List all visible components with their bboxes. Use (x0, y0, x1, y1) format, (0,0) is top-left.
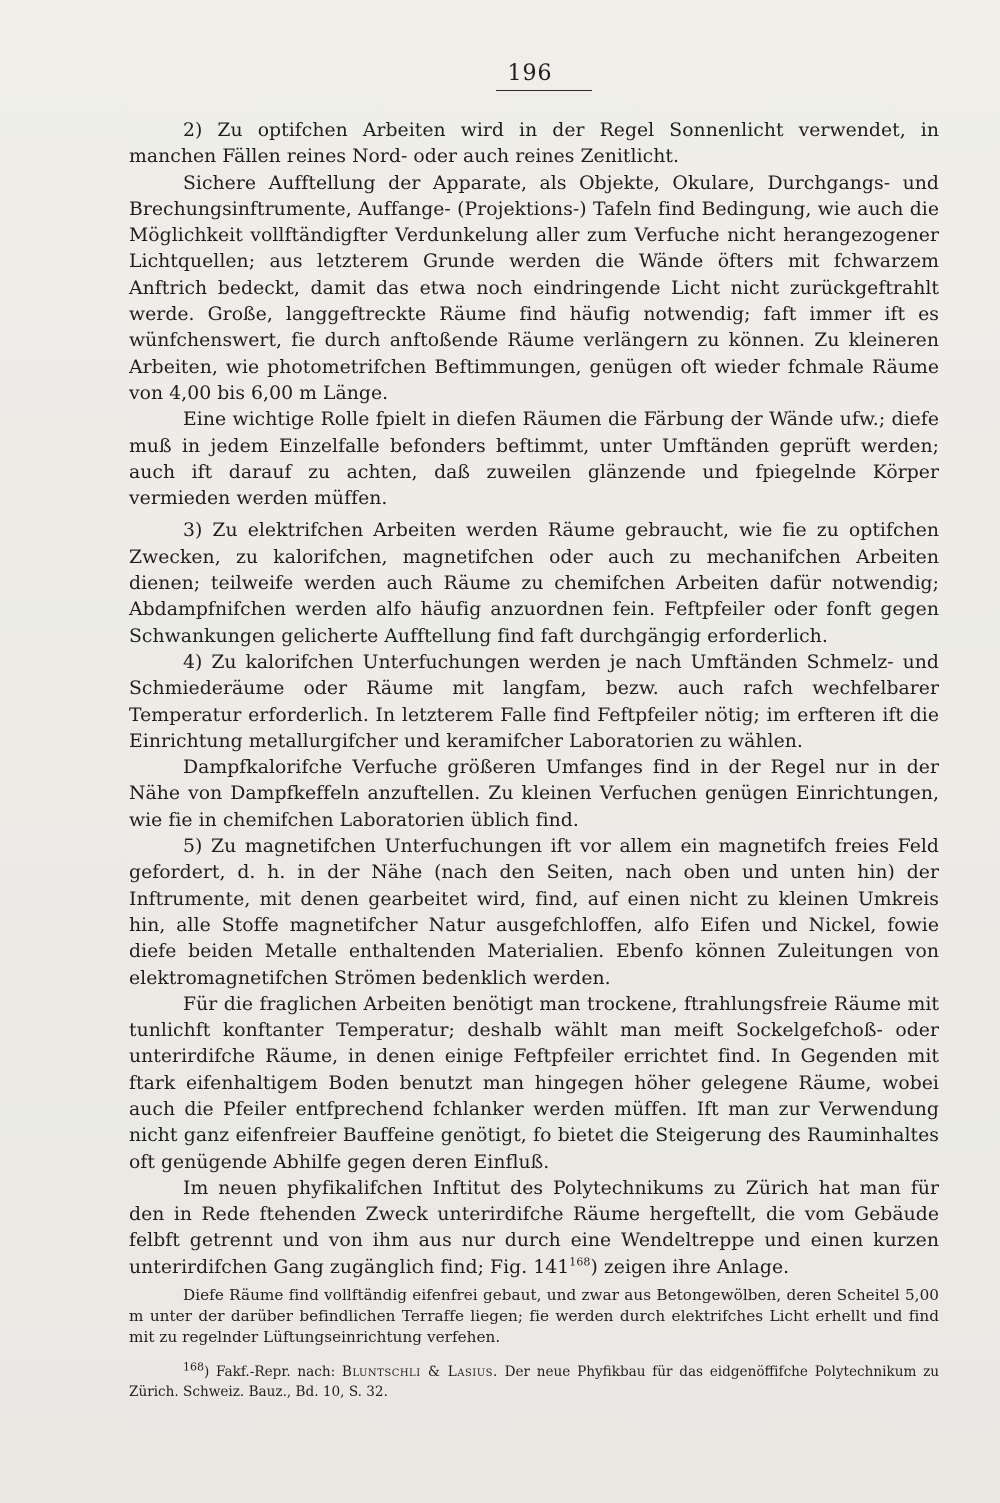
paragraph-dry-rooms: Für die fraglichen Arbeiten benötigt man trockene, ftrahlungsfreie Räume mit tunlichft konftanter Temperatur; deshalb wählt man meift Sockelgefchoß- oder unterirdifche Räume, in denen einige Feftpfeiler errichtet find. In Gegenden mit ftark eifenhaltigem Boden benutzt man hingegen höher gelegene Räume, wobei auch die Pfeiler entfprechend fchlanker werden müffen. Ift man zur Verwendung nicht ganz eifenfreier Bauffeine genötigt, fo bietet die Steigerung des Rauminhaltes oft genügende Abhilfe gegen deren Einfluß. (129, 993, 939, 1173)
paragraph-iron-free-rooms: Diefe Räume find vollftändig eifenfrei gebaut, und zwar aus Betongewölben, deren Scheitel 5,00 m unter der darüber befindlichen Terraffe liegen; fie werden durch elektrifches Licht erhellt und find mit zu regelnder Lüftungseinrichtung verfehen. (129, 1286, 939, 1347)
footnote-mark: 168 (183, 1360, 204, 1374)
paragraph-apparatus-setup: Sichere Aufftellung der Apparate, als Objekte, Okulare, Durchgangs- und Brechungsinftrumente, Auffange- (Projektions-) Tafeln find Bedingung, wie auch die Möglichkeit vollftändigfter Verdunkelung aller zum Verfuche nicht herangezogener Lichtquellen; aus letzterem Grunde werden die Wände öfters mit fchwarzem Anftrich bedeckt, damit das etwa noch eindringende Licht nicht zurückgeftrahlt werde. Große, langgeftreckte Räume find häufig notwendig; faft immer ift es wünfchenswert, fie durch anftoßende Räume verlängern zu können. Zu kleineren Arbeiten, wie photometrifchen Beftimmungen, genügen oft wieder fchmale Räume von 4,00 bis 6,00 m Länge. (129, 172, 939, 404)
page-number: 196 (507, 61, 553, 86)
paragraph-electrical-work: 3) Zu elektrifchen Arbeiten werden Räume gebraucht, wie fie zu optifchen Zwecken, zu kalorifchen, magnetifchen oder auch zu mechanifchen Arbeiten dienen; teilweife werden auch Räume zu chemifchen Arbeiten dafür notwendig; Abdampfnifchen werden alfo häufig anzuordnen fein. Feftpfeiler oder fonft gegen Schwankungen gelicherte Aufftellung find faft durchgängig erforderlich. (129, 520, 939, 647)
paragraph-magnetic-work: 5) Zu magnetifchen Unterfuchungen ift vor allem ein magnetifch freies Feld gefordert, d. h. in der Nähe (nach den Seiten, nach oben und unten hin) der Inftrumente, mit denen gearbeitet wird, find, auf einen nicht zu kleinen Umkreis hin, alle Stoffe magnetifcher Natur ausgefchloffen, alfo Eifen und Nickel, fowie diefe beiden Metalle enthaltenden Materialien. Ebenfo können Zuleitungen von elektromagnetifchen Strömen bedenklich werden. (129, 836, 939, 989)
paragraph-zurich-institute (129, 1176, 939, 1281)
page-number-rule (496, 90, 592, 91)
paragraph-wall-color: Eine wichtige Rolle fpielt in diefen Räumen die Färbung der Wände ufw.; diefe muß in jedem Einzelfalle befonders beftimmt, unter Umftänden geprüft werden; auch ift darauf zu achten, daß zuweilen glänzende und fpiegelnde Körper vermieden werden müffen. (129, 409, 939, 510)
footnote-rest: Der neue Phyfikbau für das eidgenöffifche Polytechnikum zu Zürich. Schweiz. Bauz., Bd. 10, S. 32. (129, 1364, 940, 1400)
footnote-rule (129, 1354, 249, 1355)
zurich-text-before: Im neuen phyfikalifchen Inftitut des Polytechnikums zu Zürich hat man für den in Rede ftehenden Zweck unterirdifche Räume hergeftellt, die vom Gebäude felbft getrennt und von ihm aus nur durch eine Wendeltreppe und einen kurzen unterirdifchen Gang zugänglich find; Fig. 141 (129, 1177, 939, 1278)
footnote-prefix: ) Fakf.-Repr. nach: (204, 1364, 342, 1380)
footnote-reference[interactable]: 168 (569, 1255, 591, 1269)
body-text (129, 118, 939, 1348)
footnote-authors: Bluntschli & Lasius. (341, 1364, 498, 1380)
paragraph-steam-experiments: Dampfkalorifche Verfuche größeren Umfanges find in der Regel nur in der Nähe von Dampfkeffeln anzuftellen. Zu kleinen Verfuchen genügen Einrichtungen, wie fie in chemifchen Laboratorien üblich find. (129, 757, 939, 831)
paragraph-optical-work: 2) Zu optifchen Arbeiten wird in der Regel Sonnenlicht verwendet, in manchen Fällen reines Nord- oder auch reines Zenitlicht. (129, 120, 939, 168)
footnote (129, 1362, 939, 1402)
zurich-text-after: ) zeigen ihre Anlage. (590, 1256, 790, 1278)
paragraph-calorimetric-work: 4) Zu kalorifchen Unterfuchungen werden je nach Umftänden Schmelz- und Schmiederäume oder Räume mit langfam, bezw. auch rafch wechfelbarer Temperatur erforderlich. In letzterem Falle find Feftpfeiler nötig; im erfteren ift die Einrichtung metallurgifcher und keramifcher Laboratorien zu wählen. (129, 651, 939, 752)
